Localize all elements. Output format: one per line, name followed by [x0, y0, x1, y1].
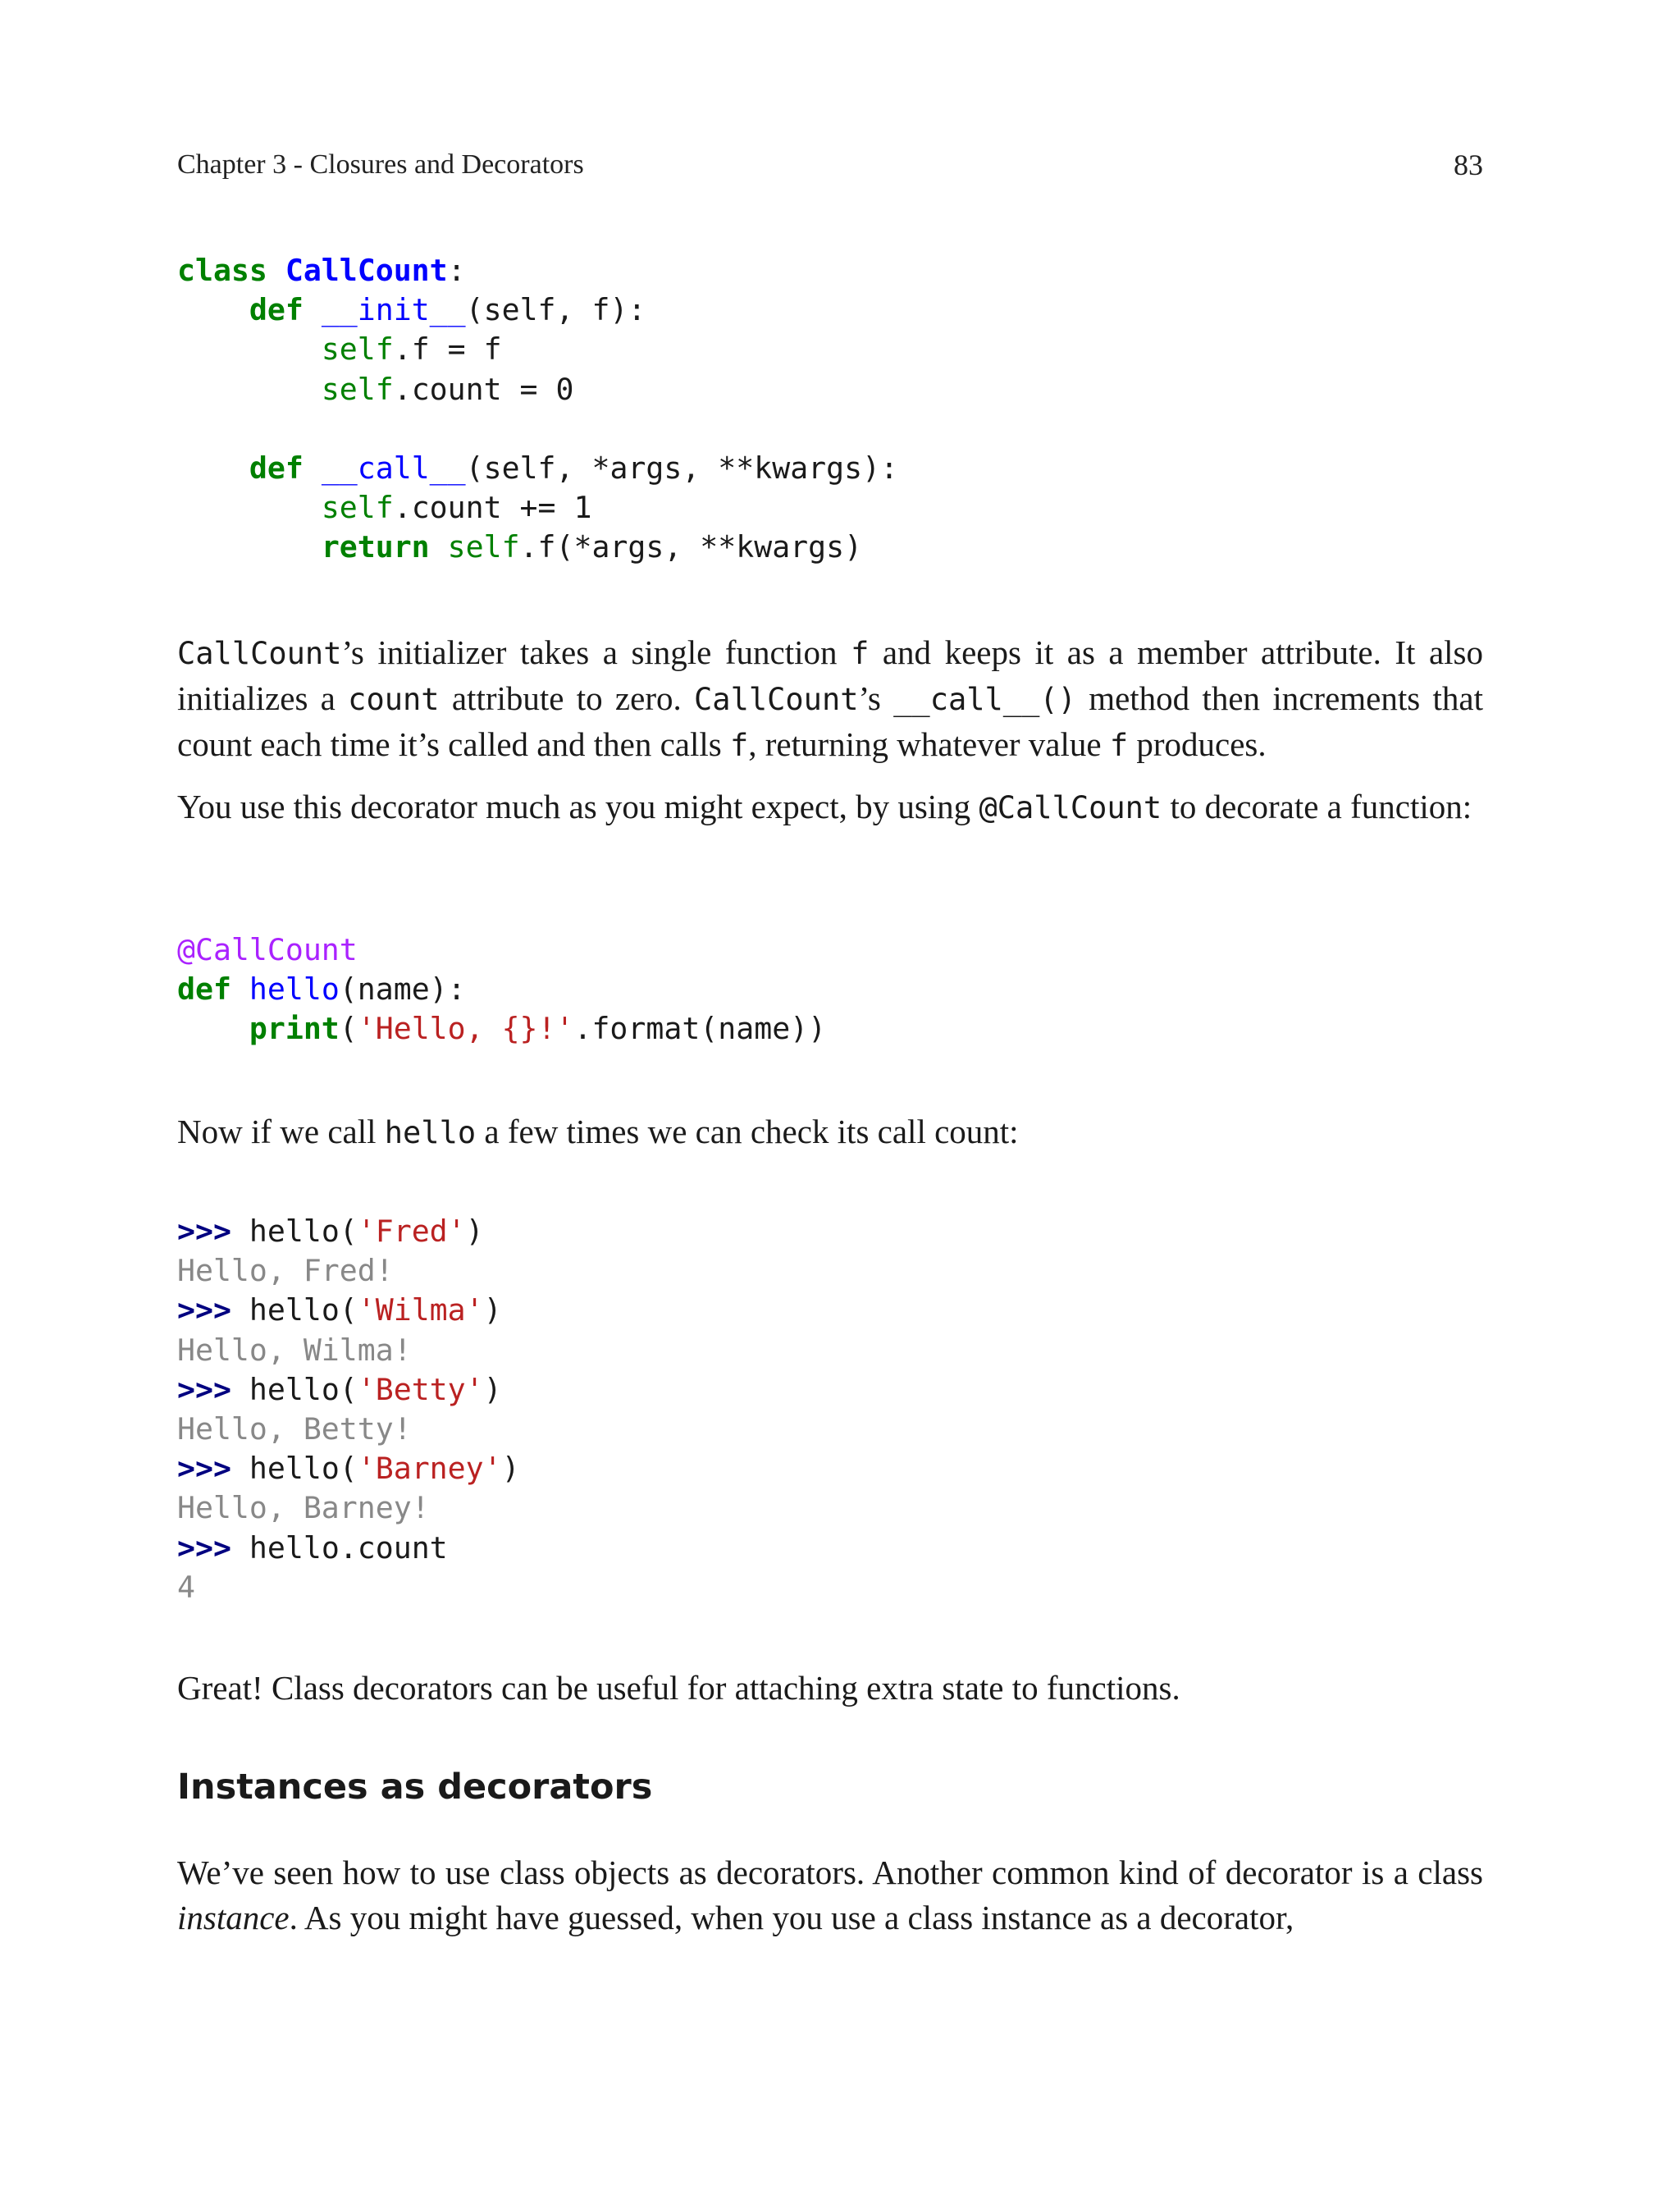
running-header	[177, 144, 1483, 185]
code-line: >>> hello('Wilma')	[177, 1292, 502, 1328]
code-line: >>> hello('Barney')	[177, 1451, 520, 1487]
paragraph-callcount-explanation: CallCount’s initializer takes a single function f and keeps it as a member attribute. It also initializes a count attribute to zero. CallCount’s __call__() method then increments that count each time it’s called and then calls f, returning whatever value f produces.	[177, 633, 1483, 763]
code-line: >>> hello.count	[177, 1529, 448, 1566]
code-line: >>> hello('Fred')	[177, 1214, 484, 1249]
code-line: return self.f(*args, **kwargs)	[321, 529, 863, 565]
code-line: class CallCount:	[177, 253, 466, 288]
code-line: self.f = f	[321, 331, 502, 368]
code-line: >>> hello('Betty')	[177, 1371, 502, 1407]
code-output: Hello, Barney!	[177, 1490, 430, 1526]
code-line: @CallCount	[177, 932, 358, 967]
code-block-hello-function	[177, 930, 826, 1049]
paragraph-instances-intro: We’ve seen how to use class objects as decorators. Another common kind of decorator is a class instance. As you might have guessed, when you use a class instance as a decorator,	[177, 1854, 1483, 1936]
paragraph-call-count-intro: Now if we call hello a few times we can check its call count:	[177, 1113, 1019, 1150]
page-number: 83	[1454, 149, 1483, 181]
code-line: self.count += 1	[321, 490, 592, 526]
code-output: 4	[177, 1569, 195, 1605]
code-line: self.count = 0	[321, 371, 574, 407]
code-output: Hello, Betty!	[177, 1411, 412, 1447]
code-line: print('Hello, {}!'.format(name))	[249, 1011, 827, 1047]
paragraph-decorator-usage: You use this decorator much as you might expect, by using @CallCount to decorate a function:	[177, 788, 1472, 825]
paragraph-great: Great! Class decorators can be useful for attaching extra state to functions.	[177, 1669, 1180, 1707]
section-heading: Instances as decorators	[177, 1767, 653, 1808]
code-output: Hello, Fred!	[177, 1253, 394, 1289]
code-output: Hello, Wilma!	[177, 1332, 412, 1368]
code-line: def __init__(self, f):	[249, 292, 646, 328]
code-line: def __call__(self, *args, **kwargs):	[249, 450, 899, 487]
code-block-callcount-class	[177, 251, 898, 568]
chapter-title: Chapter 3 - Closures and Decorators	[177, 149, 584, 180]
code-block-repl-session	[177, 1212, 520, 1607]
code-line: def hello(name):	[177, 971, 466, 1008]
